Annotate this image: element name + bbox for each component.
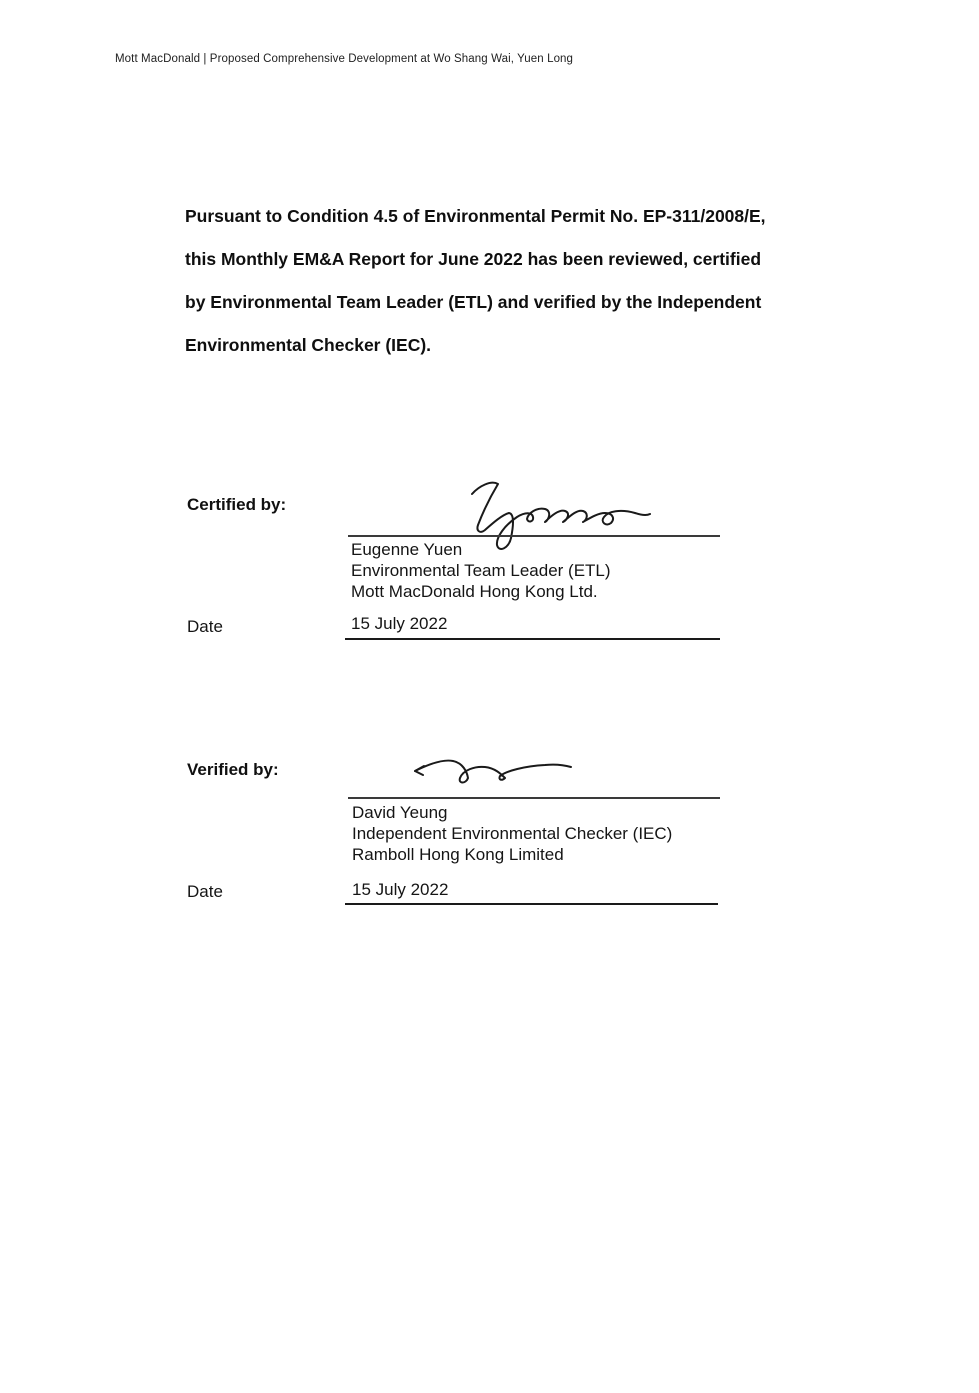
verified-date-line (345, 903, 718, 905)
verified-signer-block (352, 803, 672, 865)
certified-signer-role: Environmental Team Leader (ETL) (351, 560, 611, 580)
certified-date-line (345, 638, 720, 640)
verified-signer-role: Independent Environmental Checker (IEC) (352, 823, 673, 843)
iec-signature-icon (405, 754, 580, 794)
verified-signer-name: David Yeung (352, 803, 448, 822)
verified-signer-company: Ramboll Hong Kong Limited (352, 844, 564, 864)
verified-date-label: Date (187, 882, 223, 901)
certified-date-value: 15 July 2022 (351, 614, 448, 633)
verified-by-label: Verified by: (187, 760, 279, 779)
statement-line-1: Pursuant to Condition 4.5 of Environmental Permit No. EP-311/2008/E, (185, 206, 766, 226)
certified-signer-block (351, 540, 611, 602)
statement-line-3: by Environmental Team Leader (ETL) and verified by the Independent (185, 292, 762, 312)
certified-signature-line (348, 535, 720, 537)
certified-signer-name: Eugenne Yuen (351, 540, 463, 559)
certified-by-label: Certified by: (187, 495, 287, 514)
document-header: Mott MacDonald | Proposed Comprehensive Development at Wo Shang Wai, Yuen Long (115, 53, 574, 65)
statement-line-2: this Monthly EM&A Report for June 2022 has been reviewed, certified (185, 249, 762, 269)
statement-line-4: Environmental Checker (IEC). (185, 335, 432, 355)
verified-signature-line (348, 797, 720, 799)
certification-statement (185, 195, 825, 367)
verified-date-value: 15 July 2022 (352, 880, 449, 899)
certified-date-label: Date (187, 617, 223, 636)
certified-signer-company: Mott MacDonald Hong Kong Ltd. (351, 581, 598, 601)
